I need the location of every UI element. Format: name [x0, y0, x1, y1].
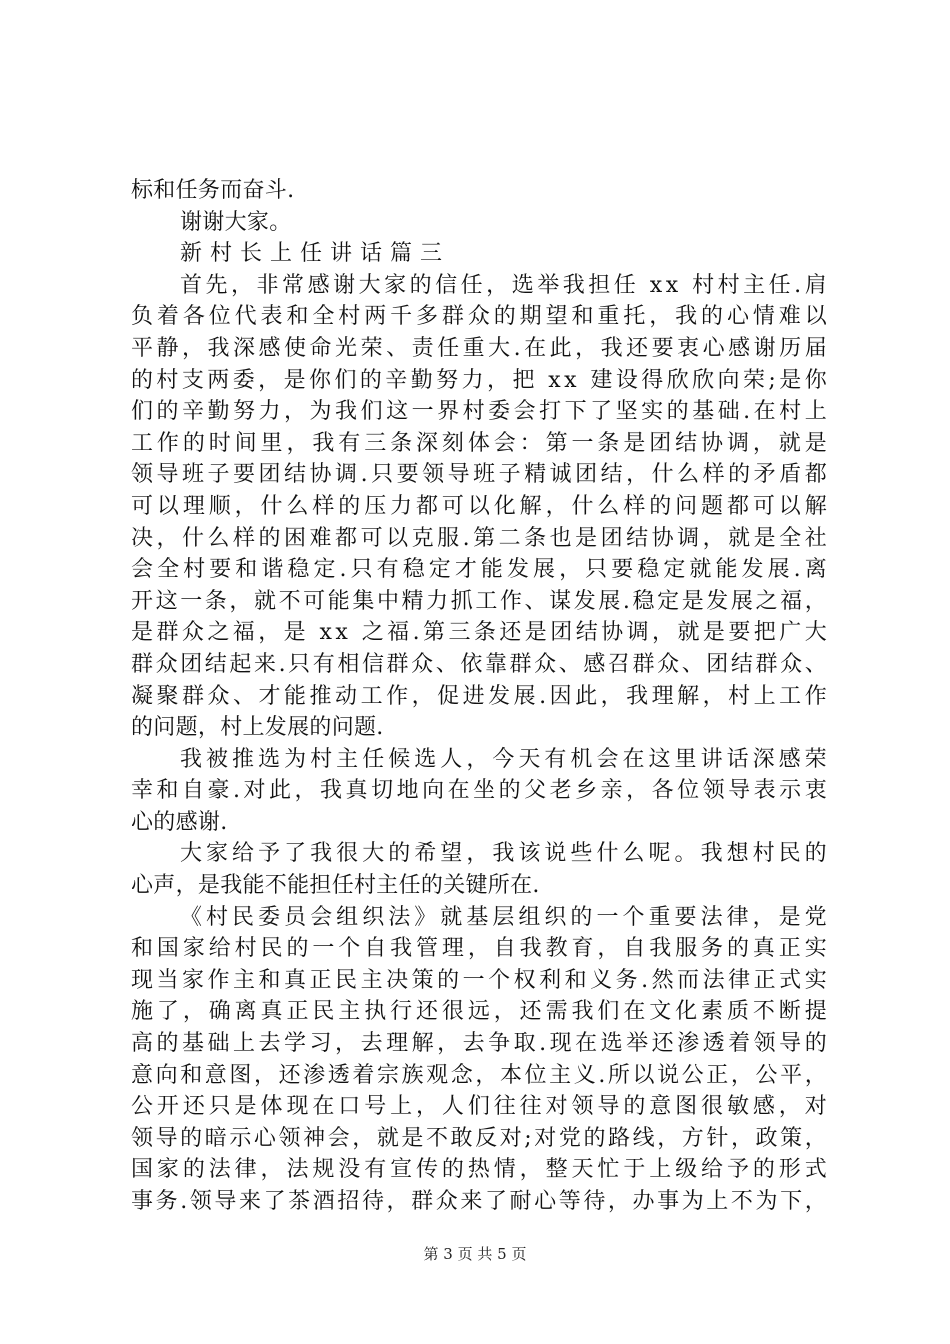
text-line: 们的辛勤努力，为我们这一界村委会打下了坚实的基础.在村上 [131, 399, 831, 425]
text-line: 意向和意图，还渗透着宗族观念，本位主义.所以说公正，公平， [131, 1062, 830, 1088]
text-line: 决，什么样的困难都可以克服.第二条也是团结协调，就是全社 [131, 525, 831, 551]
text-line: 我被推选为村主任候选人，今天有机会在这里讲话深感荣 [180, 746, 831, 772]
text-line: 领导的暗示心领神会，就是不敢反对;对党的路线，方针，政策， [131, 1125, 830, 1151]
text-line: 心的感谢. [131, 809, 228, 835]
text-line: 标和任务而奋斗. [131, 178, 295, 203]
text-line: 平静，我深感使命光荣、责任重大.在此，我还要衷心感谢历届 [131, 335, 831, 361]
text-line: 国家的法律，法规没有宣传的热情，整天忙于上级给予的形式 [131, 1157, 831, 1183]
text-line: 公开还只是体现在口号上，人们往往对领导的意图很敏感，对 [131, 1094, 831, 1120]
text-line: 大家给予了我很大的希望，我该说些什么呢。我想村民的 [180, 841, 831, 867]
page-number-footer: 第 3 页 共 5 页 [423, 1245, 527, 1263]
text-line: 首先，非常感谢大家的信任，选举我担任 xx 村村主任.肩 [180, 272, 831, 298]
text-line: 现当家作主和真正民主决策的一个权利和义务.然而法律正式实 [131, 967, 831, 993]
text-line: 是群众之福，是 xx 之福.第三条还是团结协调，就是要把广大 [131, 620, 831, 646]
text-line: 的问题，村上发展的问题. [131, 715, 384, 741]
text-line: 《村民委员会组织法》就基层组织的一个重要法律，是党 [180, 904, 831, 930]
text-line: 谢谢大家。 [180, 209, 292, 235]
text-line: 工作的时间里，我有三条深刻体会：第一条是团结协调，就是 [131, 430, 831, 456]
text-line: 高的基础上去学习，去理解，去争取.现在选举还渗透着领导的 [131, 1031, 831, 1057]
text-line: 幸和自豪.对此，我真切地向在坐的父老乡亲，各位领导表示衷 [131, 778, 831, 804]
text-line: 可以理顺，什么样的压力都可以化解，什么样的问题都可以解 [131, 493, 831, 519]
text-line: 和国家给村民的一个自我管理，自我教育，自我服务的真正实 [131, 936, 831, 962]
text-line: 凝聚群众、才能推动工作，促进发展.因此，我理解，村上工作 [131, 683, 831, 709]
text-line: 的村支两委，是你们的辛勤努力，把 xx 建设得欣欣向荣;是你 [131, 367, 831, 393]
text-line: 新村长上任讲话篇三 [180, 241, 451, 267]
text-line: 开这一条，就不可能集中精力抓工作、谋发展.稳定是发展之福， [131, 588, 830, 614]
text-line: 群众团结起来.只有相信群众、依靠群众、感召群众、团结群众、 [131, 651, 830, 677]
text-line: 事务.领导来了茶酒招待，群众来了耐心等待，办事为上不为下， [131, 1189, 830, 1214]
text-line: 领导班子要团结协调.只要领导班子精诚团结，什么样的矛盾都 [131, 462, 831, 488]
document-body [131, 175, 831, 1218]
text-line: 会全村要和谐稳定.只有稳定才能发展，只要稳定就能发展.离 [131, 557, 831, 583]
text-line: 负着各位代表和全村两千多群众的期望和重托，我的心情难以 [131, 304, 831, 330]
text-line: 施了，确离真正民主执行还很远，还需我们在文化素质不断提 [131, 999, 831, 1025]
text-line: 心声，是我能不能担任村主任的关键所在. [131, 873, 540, 899]
